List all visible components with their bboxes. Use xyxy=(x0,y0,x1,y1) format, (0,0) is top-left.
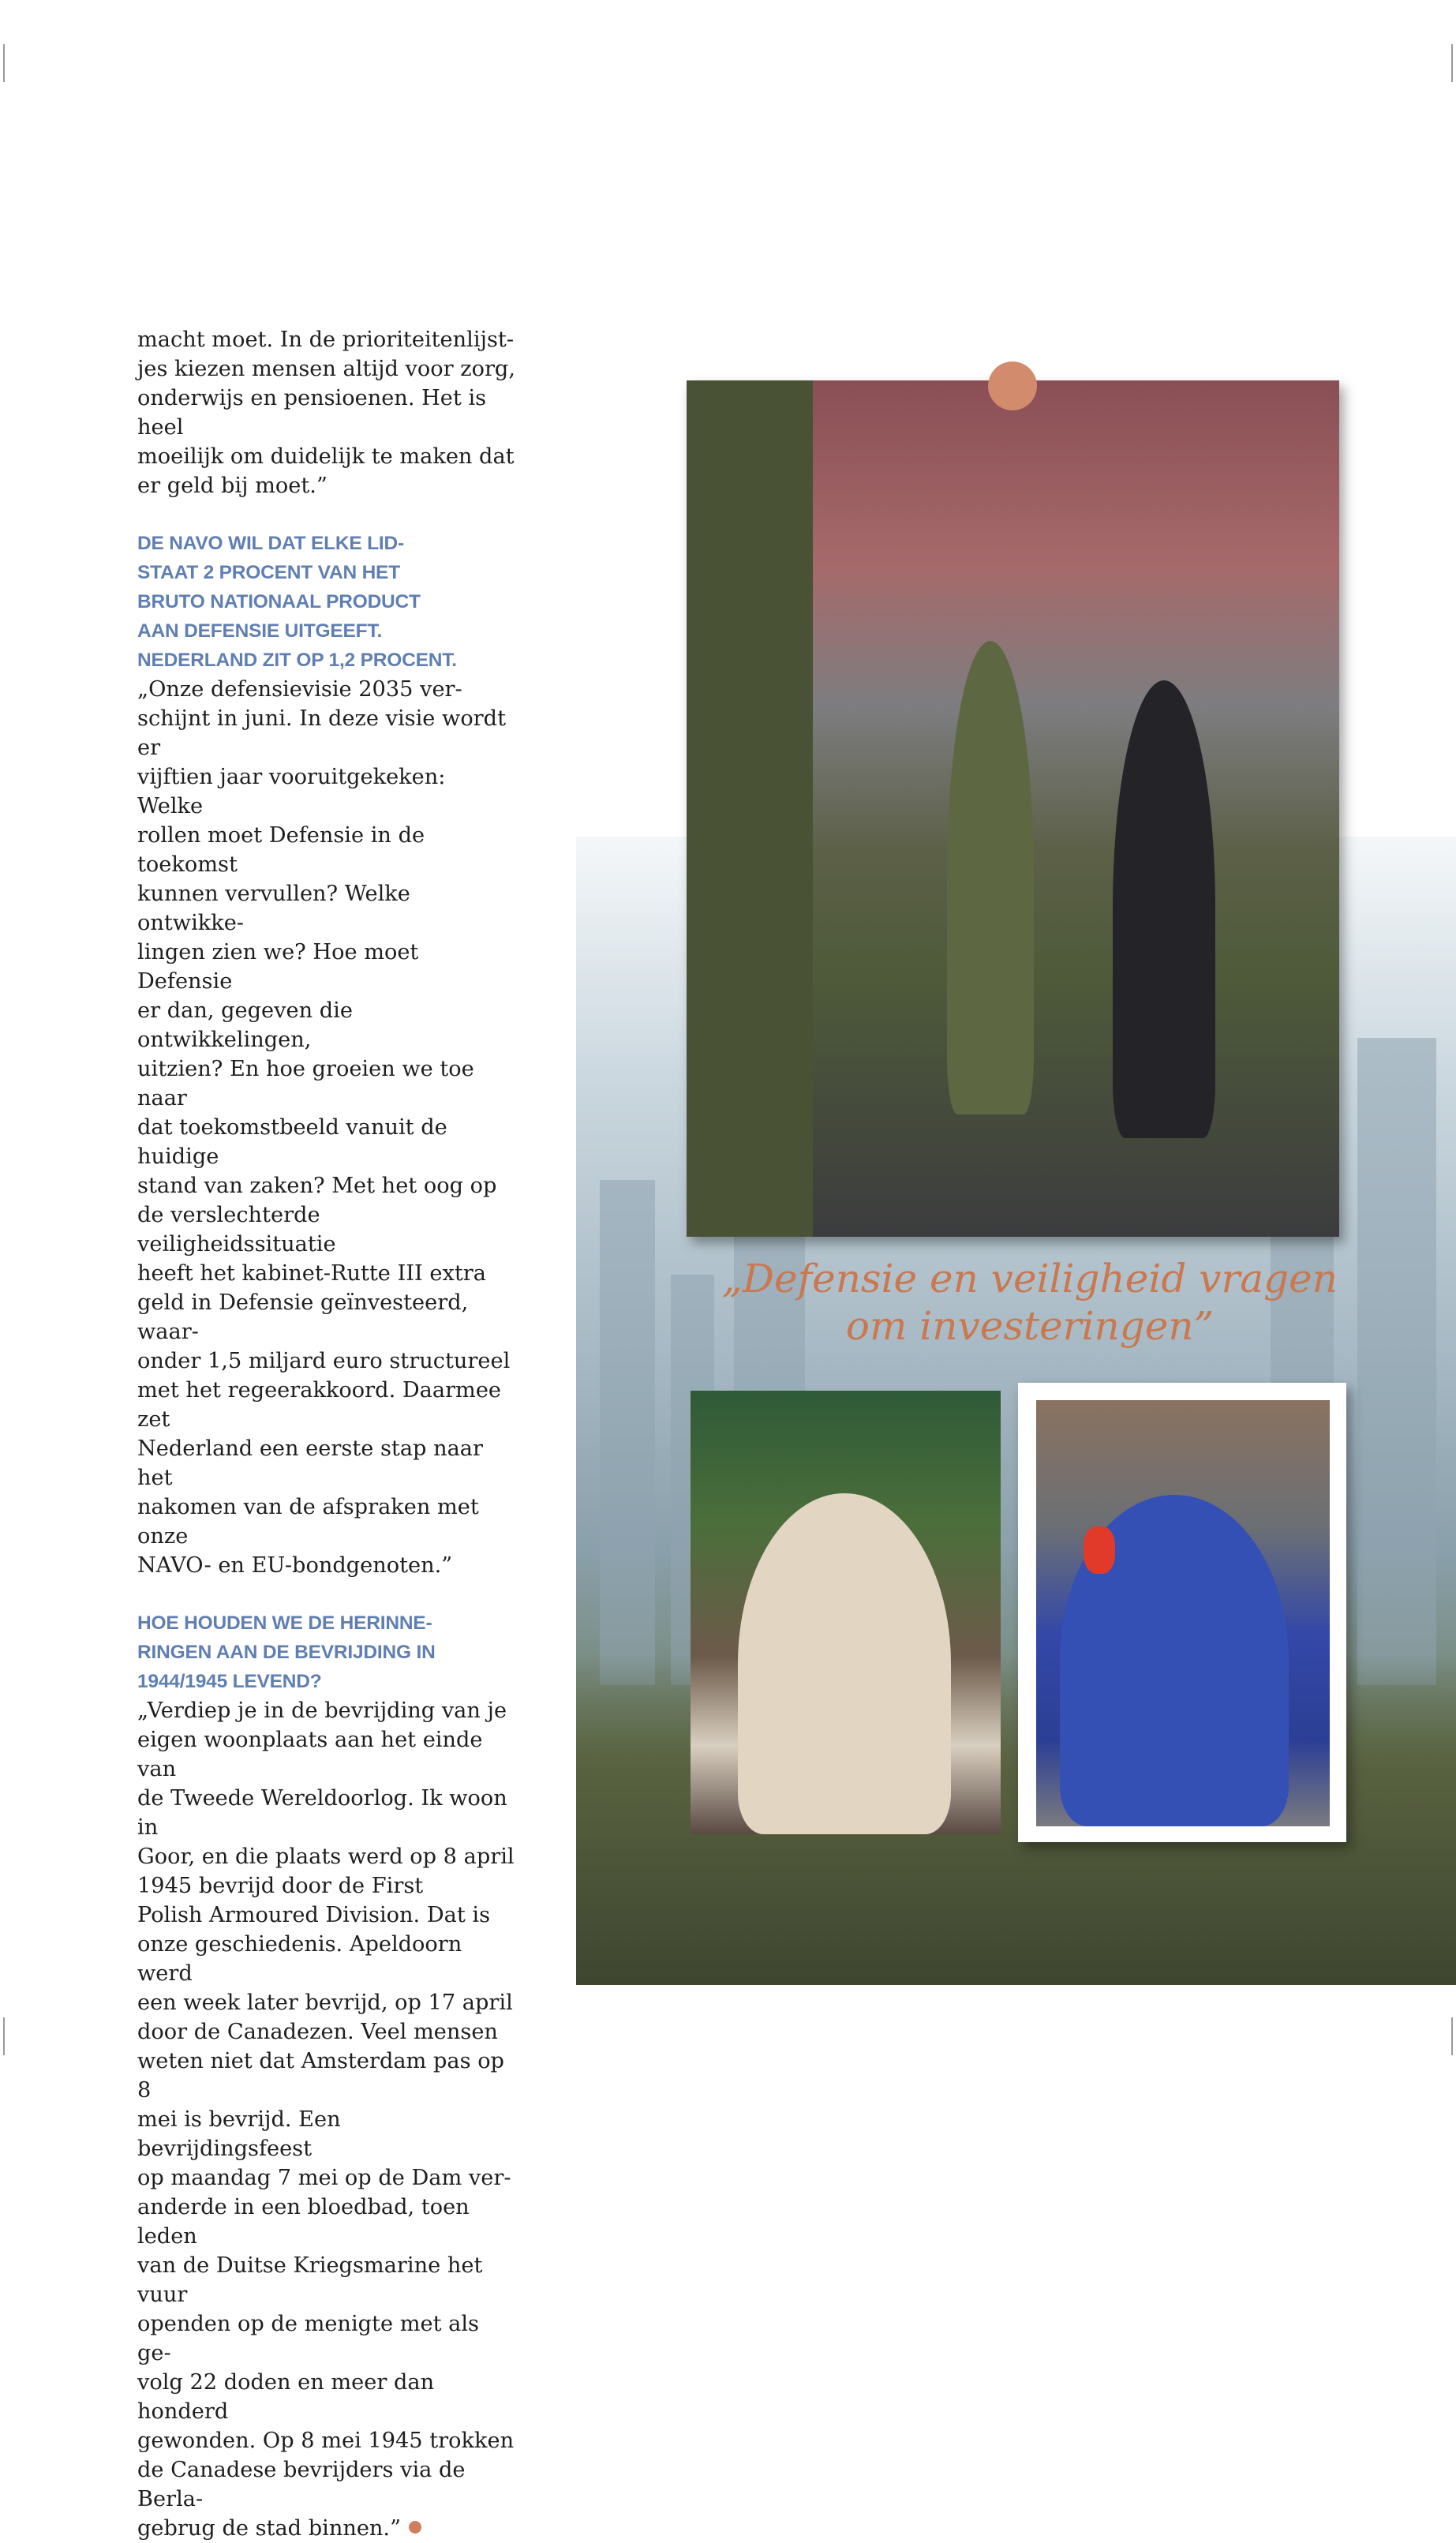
text-line: „Onze defensievisie 2035 ver- xyxy=(137,677,462,702)
article-column xyxy=(137,325,516,2543)
heading-line: HOE HOUDEN WE DE HERINNE- xyxy=(137,1612,432,1634)
text-line: geld in Defensie geïnvesteerd, waar- xyxy=(137,1290,469,1344)
text-line-end: gebrug de stad binnen.” xyxy=(137,2516,401,2541)
text-line: heeft het kabinet-Rutte III extra xyxy=(137,1261,486,1286)
text-line: de Tweede Wereldoorlog. Ik woon in xyxy=(137,1786,507,1840)
end-bullet-icon xyxy=(409,2521,421,2534)
text-line: „Verdiep je in de bevrijding van je xyxy=(137,1698,507,1723)
text-line: onze geschiedenis. Apeldoorn werd xyxy=(137,1932,462,1986)
heading-line: AAN DEFENSIE UITGEEFT. xyxy=(137,620,383,642)
portrait-photo-interview xyxy=(1036,1400,1330,1826)
text-line: mei is bevrijd. Een bevrijdingsfeest xyxy=(137,2107,341,2161)
text-line: lingen zien we? Hoe moet Defensie xyxy=(137,940,419,994)
text-line: 1945 bevrijd door de First xyxy=(137,1874,424,1898)
text-line: de verslechterde veiligheidssituatie xyxy=(137,1203,336,1257)
question-heading-navo xyxy=(137,529,516,675)
portrait-photo-palm xyxy=(691,1391,1001,1834)
text-line: macht moet. In de prioriteitenlijst- xyxy=(137,328,515,352)
text-line: er geld bij moet.” xyxy=(137,474,328,498)
text-line: Polish Armoured Division. Dat is xyxy=(137,1903,491,1927)
text-line: schijnt in juni. In deze visie wordt er xyxy=(137,706,507,760)
skyline-tower xyxy=(1357,1038,1436,1685)
accent-dot-icon xyxy=(988,361,1037,410)
text-line: kunnen vervullen? Welke ontwikke- xyxy=(137,882,410,935)
text-line: de Canadese bevrijders via de Berla- xyxy=(137,2458,466,2511)
text-line: anderde in een bloedbad, toen leden xyxy=(137,2195,470,2249)
text-line: eigen woonplaats aan het einde van xyxy=(137,1728,483,1781)
intro-paragraph xyxy=(137,325,516,500)
text-line: nakomen van de afspraken met onze xyxy=(137,1495,479,1549)
parade-photo xyxy=(687,380,1339,1237)
text-line: met het regeerakkoord. Daarmee zet xyxy=(137,1378,502,1432)
text-line: onder 1,5 miljard euro structureel xyxy=(137,1349,511,1373)
skyline-tower xyxy=(600,1180,655,1685)
heading-line: 1944/1945 LEVEND? xyxy=(137,1671,322,1692)
pull-quote-line: om investeringen” xyxy=(845,1303,1215,1349)
saluting-soldier-figure xyxy=(687,380,813,1237)
pull-quote xyxy=(694,1255,1365,1350)
text-line xyxy=(137,2514,516,2543)
text-line: rollen moet Defensie in de toekomst xyxy=(137,823,425,877)
woman-cream-coat-figure xyxy=(738,1493,951,1834)
text-line: NAVO- en EU-bondgenoten.” xyxy=(137,1553,453,1578)
text-line: van de Duitse Kriegsmarine het vuur xyxy=(137,2253,483,2307)
text-line: jes kiezen mensen altijd voor zorg, xyxy=(137,357,515,381)
text-line: weten niet dat Amsterdam pas op 8 xyxy=(137,2049,504,2103)
text-line: op maandag 7 mei op de Dam ver- xyxy=(137,2166,511,2190)
minister-figure xyxy=(1113,680,1215,1138)
text-line: een week later bevrijd, op 17 april xyxy=(137,1991,513,2015)
soldier-woman-figure xyxy=(947,641,1034,1114)
crop-mark-bottom-left xyxy=(3,2017,5,2055)
heading-line: RINGEN AAN DE BEVRIJDING IN xyxy=(137,1642,436,1663)
heading-line: STAAT 2 PROCENT VAN HET xyxy=(137,562,400,583)
heading-line: NEDERLAND ZIT OP 1,2 PROCENT. xyxy=(137,650,457,671)
text-line: openden op de menigte met als ge- xyxy=(137,2312,479,2365)
text-line: dat toekomstbeeld vanuit de huidige xyxy=(137,1115,447,1169)
heading-line: DE NAVO WIL DAT ELKE LID- xyxy=(137,533,404,554)
text-line: uitzien? En hoe groeien we toe naar xyxy=(137,1057,474,1110)
crop-mark-top-right xyxy=(1451,44,1453,82)
text-line: Goor, en die plaats werd op 8 april xyxy=(137,1845,515,1869)
answer-paragraph-navo xyxy=(137,675,516,1580)
answer-paragraph-bevrijding xyxy=(137,1696,516,2543)
text-line: moeilijk om duidelijk te maken dat xyxy=(137,444,515,469)
pull-quote-line: „Defensie en veiligheid vragen xyxy=(722,1256,1338,1301)
text-line: vijftien jaar vooruitgekeken: Welke xyxy=(137,765,446,818)
text-line: door de Canadezen. Veel mensen xyxy=(137,2020,498,2044)
text-line: er dan, gegeven die ontwikkelingen, xyxy=(137,998,353,1052)
crop-mark-top-left xyxy=(3,44,5,82)
heading-line: BRUTO NATIONAAL PRODUCT xyxy=(137,591,421,612)
text-line: stand van zaken? Met het oog op xyxy=(137,1174,497,1198)
text-line: gewonden. Op 8 mei 1945 trokken xyxy=(137,2429,515,2453)
text-line: volg 22 doden en meer dan honderd xyxy=(137,2370,435,2424)
text-line: Nederland een eerste stap naar het xyxy=(137,1436,484,1490)
question-heading-bevrijding xyxy=(137,1609,516,1696)
microphone-icon xyxy=(1084,1526,1115,1574)
crop-mark-bottom-right xyxy=(1451,2017,1453,2055)
text-line: onderwijs en pensioenen. Het is heel xyxy=(137,386,487,440)
